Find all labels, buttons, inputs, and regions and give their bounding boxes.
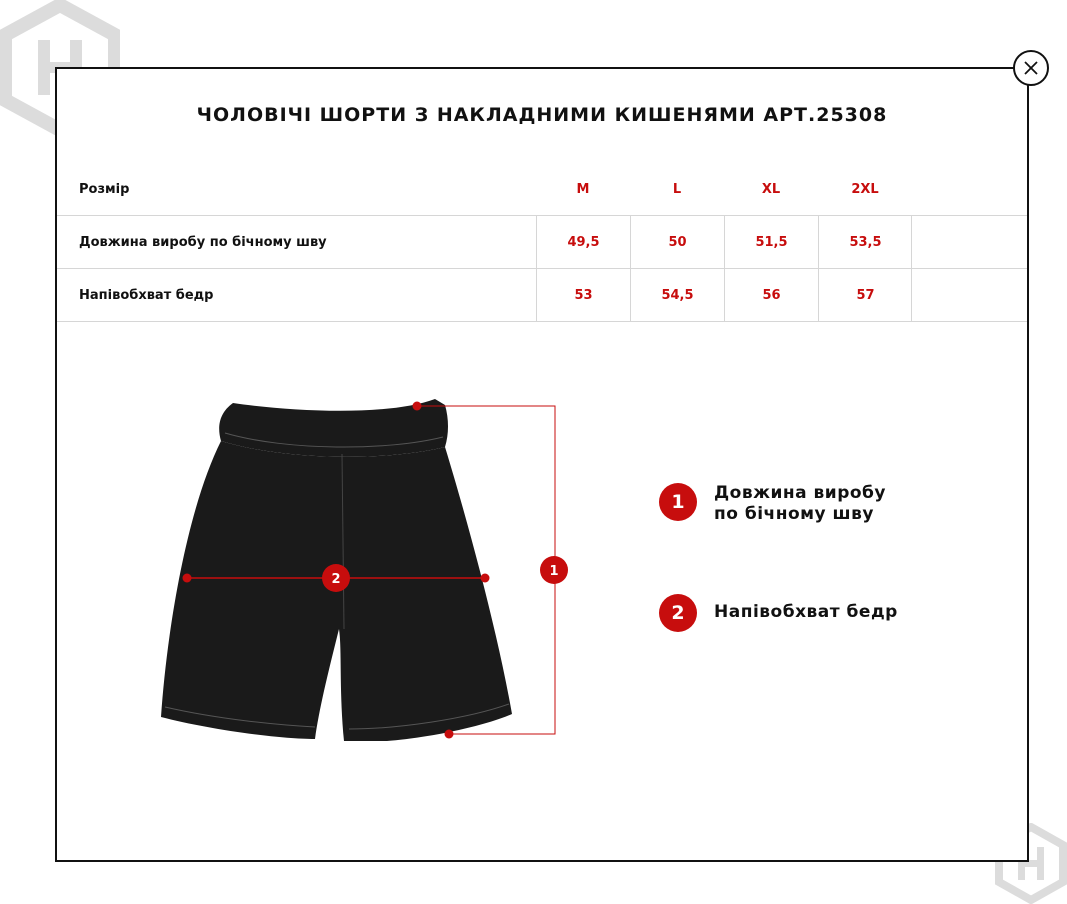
legend-item-length: [659, 483, 914, 525]
length-measure-start-dot: [413, 402, 422, 411]
size-header-2xl: 2XL: [851, 181, 879, 197]
close-button[interactable]: [1013, 50, 1049, 86]
hip-measure-left-dot: [183, 574, 192, 583]
row-label-length: Довжина виробу по бічному шву: [79, 234, 327, 250]
hip-m: 53: [536, 269, 630, 321]
length-xl: 51,5: [724, 216, 818, 268]
row-label-hip: Напівобхват бедр: [79, 287, 214, 303]
close-icon: [1024, 61, 1038, 75]
size-header-label: Розмір: [79, 181, 130, 197]
length-2xl: 53,5: [818, 216, 912, 268]
size-header-m: M: [576, 181, 590, 197]
modal-title: ЧОЛОВІЧІ ШОРТИ З НАКЛАДНИМИ КИШЕНЯМИ АРТ.25308: [196, 104, 888, 126]
shorts-diagram: [57, 69, 1027, 860]
hip-l: 54,5: [630, 269, 724, 321]
legend-item-hip: [659, 594, 914, 632]
hip-xl: 56: [724, 269, 818, 321]
legend-badge-2: 2: [659, 594, 697, 632]
legend-text-hip: Напівобхват бедр: [714, 602, 898, 622]
length-measure-end-dot: [445, 730, 454, 739]
size-header-l: L: [672, 181, 682, 197]
length-l: 50: [630, 216, 724, 268]
marker-1-label: 1: [549, 564, 559, 579]
legend-badge-1: 1: [659, 483, 697, 521]
length-m: 49,5: [536, 216, 630, 268]
legend-text-length: Довжина виробу по бічному шву: [714, 483, 887, 524]
marker-2-label: 2: [331, 572, 341, 587]
size-chart-modal: [55, 67, 1029, 862]
hip-measure-right-dot: [481, 574, 490, 583]
hip-2xl: 57: [818, 269, 912, 321]
size-header-xl: XL: [761, 181, 781, 197]
